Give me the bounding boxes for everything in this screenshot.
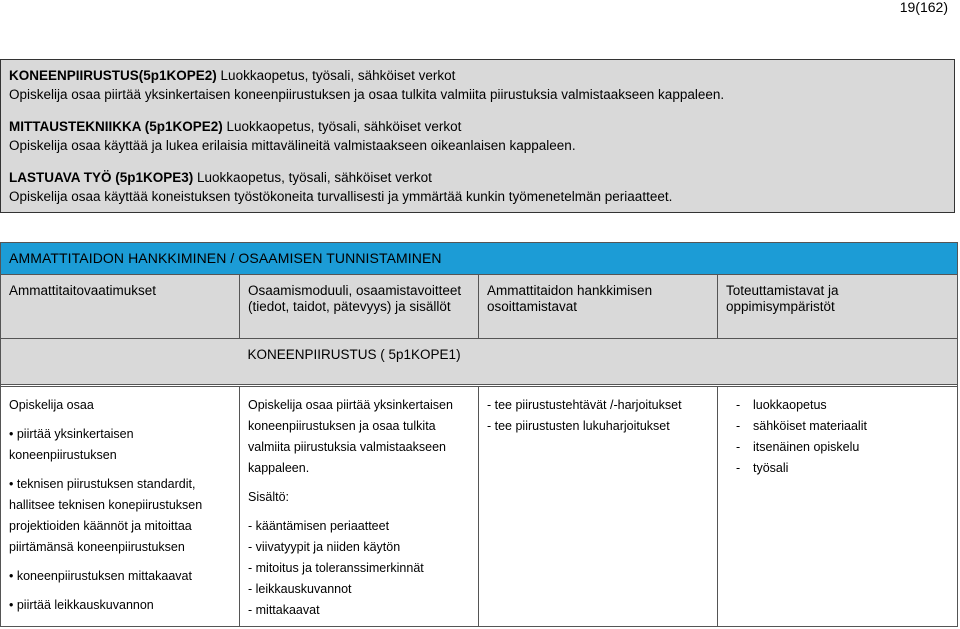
list-item: • piirtää yksinkertaisen [9, 424, 231, 445]
content-item: - mitoitus ja toleranssimerkinnät [248, 561, 424, 575]
competence-table [0, 242, 958, 627]
implementation-item: - sähköiset materiaalit [726, 416, 949, 437]
list-item-continuation: hallitsee teknisen konepiirustuksen [9, 498, 203, 512]
module-summary-box [0, 59, 955, 213]
module-meta: Luokkaopetus, työsali, sähköiset verkot [216, 68, 456, 83]
column-header: Osaamismoduuli, osaamistavoitteet (tiedot, taidot, pätevyys) ja sisällöt [240, 275, 479, 339]
objective-text: koneenpiirustuksen ja osaa tulkita [248, 419, 436, 433]
content-item: - viivatyypit ja niiden käytön [248, 540, 401, 554]
module-code: LASTUAVA TYÖ (5p1KOPE3) [9, 170, 194, 185]
module-description: Opiskelija osaa käyttää koneistuksen työstökoneita turvallisesti ja ymmärtää kunkin työmenetelmän periaatteet. [9, 189, 673, 204]
content-item: - mittakaavat [248, 603, 320, 617]
requirements-cell [1, 387, 240, 627]
demonstration-item: - tee piirustustehtävät /-harjoitukset [487, 398, 682, 412]
demonstration-cell [479, 387, 718, 627]
demonstration-item: - tee piirustusten lukuharjoitukset [487, 419, 670, 433]
implementation-cell [718, 387, 958, 627]
column-header: Toteuttamistavat ja oppimisympäristöt [718, 275, 958, 339]
page-number: 19(162) [899, 0, 948, 15]
section-title: AMMATTITAIDON HANKKIMINEN / OSAAMISEN TUNNISTAMINEN [1, 243, 958, 275]
list-item-continuation: piirtämänsä koneenpiirustuksen [9, 540, 185, 554]
module-title: KONEENPIIRUSTUS ( 5p1KOPE1) [240, 339, 958, 385]
implementation-item: - itsenäinen opiskelu [726, 437, 949, 458]
module-code: KONEENPIIRUSTUS(5p1KOPE2) [9, 68, 217, 83]
content-item: - kääntämisen periaatteet [248, 519, 390, 533]
objective-text: kappaleen. [248, 461, 310, 475]
summary-block-koneenpiirustus [9, 66, 946, 104]
module-description: Opiskelija osaa käyttää ja lukea erilaisia mittavälineitä valmistaakseen oikeanlaisen kappaleen. [9, 138, 576, 153]
list-item-continuation: projektioiden käännöt ja mitoittaa [9, 519, 192, 533]
content-item: - leikkauskuvannot [248, 582, 352, 596]
implementation-item: - työsali [726, 458, 949, 479]
list-item: • piirtää leikkauskuvannon [9, 595, 231, 616]
list-item: • teknisen piirustuksen standardit, [9, 474, 231, 495]
requirements-intro: Opiskelija osaa [9, 398, 94, 412]
module-code: MITTAUSTEKNIIKKA (5p1KOPE2) [9, 119, 223, 134]
objective-text: valmiita piirustuksia valmistaakseen [248, 440, 446, 454]
objectives-cell [240, 387, 479, 627]
content-label: Sisältö: [248, 490, 289, 504]
summary-block-mittaustekniikka [9, 117, 946, 155]
module-meta: Luokkaopetus, työsali, sähköiset verkot [222, 119, 462, 134]
implementation-item: - luokkaopetus [726, 395, 949, 416]
column-header: Ammattitaidon hankkimisen osoittamistavat [479, 275, 718, 339]
module-meta: Luokkaopetus, työsali, sähköiset verkot [193, 170, 432, 185]
list-item: • koneenpiirustuksen mittakaavat [9, 566, 231, 587]
objective-text: Opiskelija osaa piirtää yksinkertaisen [248, 398, 453, 412]
summary-block-lastuava-tyo [9, 168, 946, 206]
column-header: Ammattitaitovaatimukset [1, 275, 240, 339]
module-description: Opiskelija osaa piirtää yksinkertaisen koneenpiirustuksen ja osaa tulkita valmiita piirustuksia valmistaakseen kappaleen. [9, 87, 725, 102]
list-item-continuation: koneenpiirustuksen [9, 448, 117, 462]
